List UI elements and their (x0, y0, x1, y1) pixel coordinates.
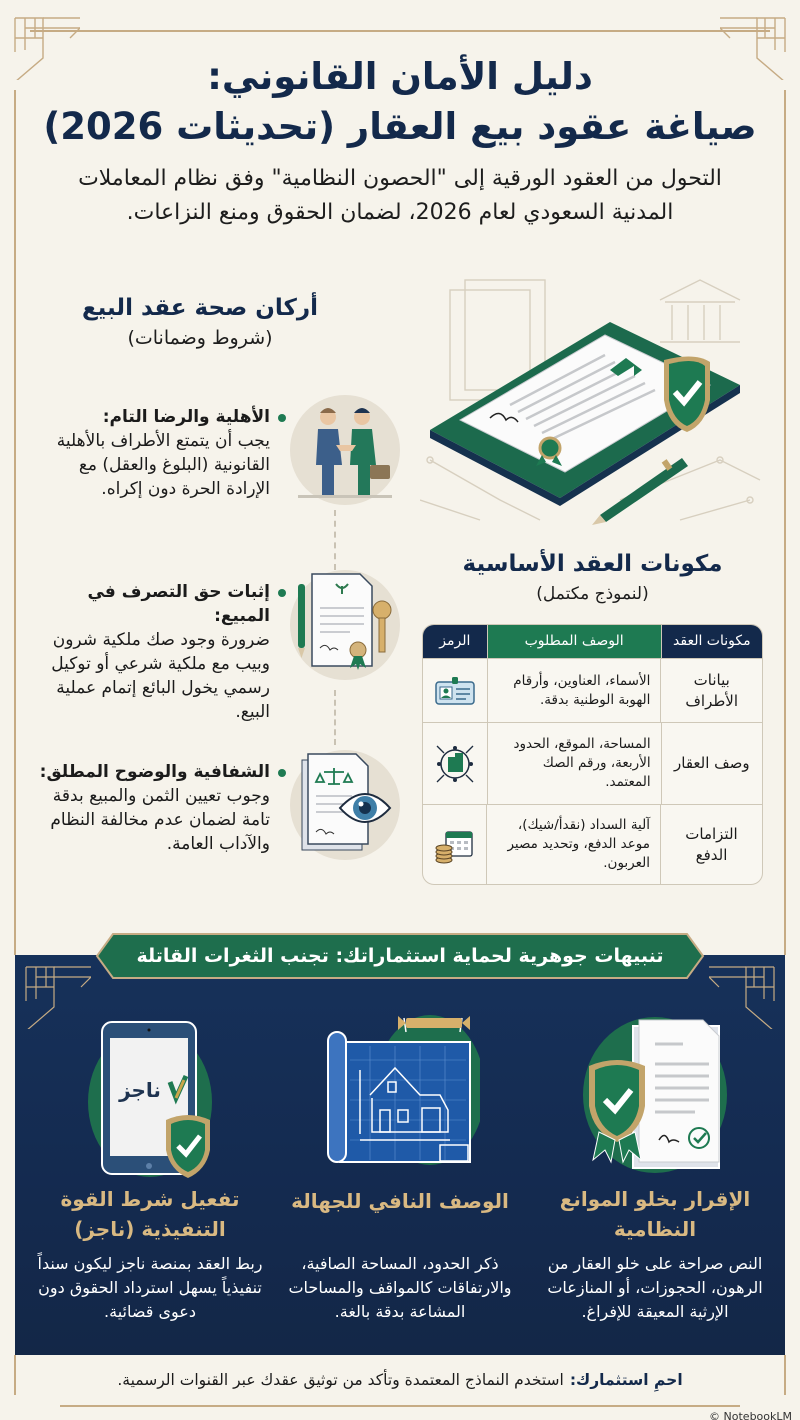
calendar-coins-icon (423, 805, 486, 884)
column-header-component: مكونات العقد (661, 625, 762, 658)
subtitle-line-2: المدنية السعودي لعام 2026، لضمان الحقوق ومنع النزاعات. (126, 200, 674, 225)
handshake-icon (290, 395, 400, 505)
alert-card (30, 1000, 270, 1340)
pillar-item (20, 405, 420, 545)
subtitle-line-1: التحول من العقود الورقية إلى "الحصون النظامية" وفق نظام المعاملات (78, 166, 722, 191)
cell-component: وصف العقار (661, 723, 762, 804)
tablet-contract-shield-icon (420, 260, 780, 550)
pillar-title: الشفافية والوضوح المطلق: (35, 760, 270, 784)
document-eye-icon (290, 750, 400, 860)
pillar-item (20, 580, 420, 720)
components-subtitle: (لنموذج مكتمل) (536, 584, 649, 604)
deed-key-icon (290, 570, 400, 680)
najiz-logo: ناجز (119, 1078, 161, 1102)
alerts-banner-title: تنبيهات جوهرية لحماية استثماراتك: تجنب الثغرات القاتلة (136, 945, 664, 967)
table-row (423, 722, 762, 804)
cell-description: المساحة، الموقع، الحدود الأربعة، ورقم الصك المعتمد. (487, 723, 661, 804)
title-line-2: صياغة عقود بيع العقار (تحديثات 2026) (43, 105, 757, 148)
title-line-1: دليل الأمان القانوني: (207, 55, 593, 98)
cell-component: التزامات الدفع (660, 805, 762, 884)
components-title: مكونات العقد الأساسية (462, 551, 723, 577)
pillars-heading (40, 292, 360, 352)
footer-tip (40, 1362, 760, 1398)
alert-title: تفعيل شرط القوة التنفيذية (ناجز) (60, 1187, 240, 1241)
footer-tip-label: احمِ استثمارك: (569, 1371, 683, 1389)
cell-description: آلية السداد (نقدأ/شيك)، موعد الدفع، وتحديد مصير العربون. (486, 805, 660, 884)
alert-body: النص صراحة على خلو العقار من الرهون، الحجوزات، أو المنازعات الإرثية المعيقة للإفراغ. (547, 1254, 763, 1321)
alert-card (535, 1000, 775, 1340)
table-header-row (423, 625, 762, 658)
blueprint-house-icon (320, 1010, 480, 1180)
cell-description: الأسماء، العناوين، وأرقام الهوبة الوطنية بدقة. (487, 659, 661, 722)
pillar-item (20, 760, 420, 900)
pillar-body: ضرورة وجود صك ملكية شرون وبيب مع ملكية شرعي أو توكيل رسمي يخول البائع إتمام عملية البيع. (51, 630, 270, 722)
alert-body: ربط العقد بمنصة ناجز ليكون سنداً تنفيذياً يسهل استرداد الحقوق دون دعوى قضائية. (37, 1254, 263, 1321)
pillar-title: الأهلية والرضا التام: (35, 405, 270, 429)
id-card-icon (423, 659, 487, 722)
pillar-body: وجوب تعيين الثمن والمبيع بدقة تامة لضمان عدم مخالفة النظام والآداب العامة. (50, 786, 270, 854)
pillars-title: أركان صحة عقد البيع (81, 295, 319, 321)
watermark: © NotebookLM (709, 1410, 792, 1420)
column-header-description: الوصف المطلوب (487, 625, 661, 658)
components-heading (420, 548, 765, 608)
building-arrows-icon (423, 723, 487, 804)
pillar-body: يجب أن يتمتع الأطراف بالأهلية القانونية (البلوغ والعقل) مع الإرادة الحرة دون إكراه. (56, 431, 270, 499)
alert-title: الإقرار بخلو الموانع النظامية (559, 1187, 751, 1241)
alert-body: ذكر الحدود، المساحة الصافية، والارتفاقات كالمواقف والمساحات المشاعة بدقة بالغة. (288, 1254, 512, 1321)
certified-document-shield-icon (575, 1010, 735, 1180)
table-row (423, 658, 762, 722)
cell-component: بيانات الأطراف (660, 659, 762, 722)
page-subtitle (60, 162, 740, 230)
pillars-subtitle: (شروط وضمانات) (127, 327, 273, 349)
components-table (422, 624, 763, 885)
alert-card (280, 1000, 520, 1340)
najiz-tablet-shield-icon (70, 1010, 230, 1180)
table-row (423, 804, 762, 884)
page-title (40, 52, 760, 152)
footer-tip-text: استخدم النماذج المعتمدة وتأكد من توثيق عقدك عبر القنوات الرسمية. (117, 1371, 564, 1389)
pillar-title: إثبات حق التصرف في المبيع: (35, 580, 270, 628)
alert-title: الوصف النافي للجهالة (291, 1189, 509, 1213)
column-header-icon: الرمز (423, 625, 487, 658)
